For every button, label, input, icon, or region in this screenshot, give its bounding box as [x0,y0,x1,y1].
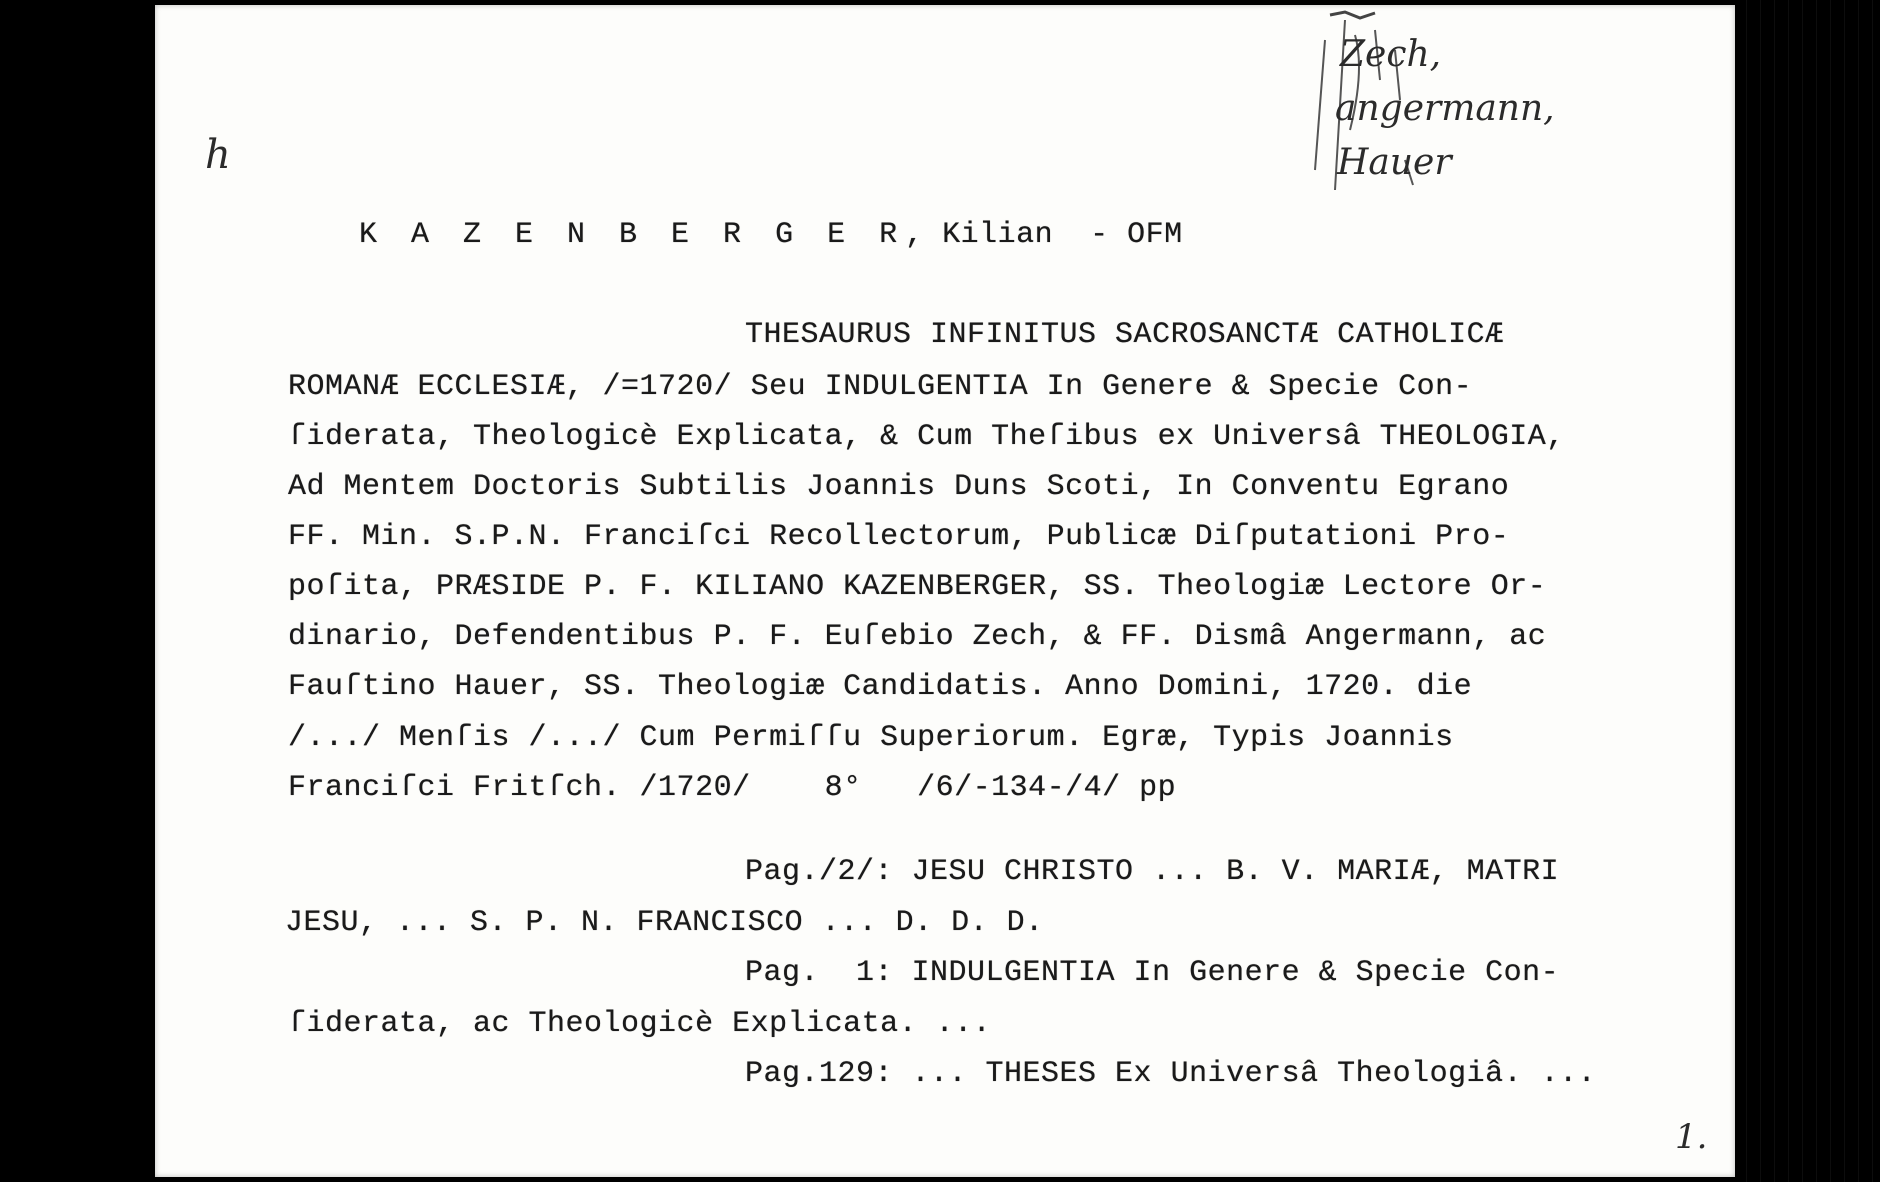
author-given-name: , Kilian [905,218,1054,252]
header-line [285,160,1183,310]
title-line-7: dinario, Defendentibus P. F. Euſebio Zech, & FF. Dismâ Angermann, ac [288,620,1547,654]
author-surname: K A Z E N B E R G E R [359,218,906,252]
title-line-9: /.../ Menſis /.../ Cum Permiſſu Superiorum. Egræ, Typis Joannis [288,721,1454,755]
religious-order: - OFM [1090,218,1183,252]
scan-border-right [1740,0,1880,1182]
margin-mark: h [205,132,231,178]
handwritten-name-1: Zech, [1340,34,1442,75]
page-number: 1. [1675,1117,1708,1157]
note-line-5: Pag.129: ... THESES Ex Universâ Theologiâ. ... [745,1057,1597,1091]
title-line-4: Ad Mentem Doctoris Subtilis Joannis Duns Scoti, In Conventu Egrano [288,470,1510,504]
title-line-5: FF. Min. S.P.N. Franciſci Recollectorum, Publicæ Diſputationi Pro- [288,520,1510,554]
note-line-4: ſiderata, ac Theologicè Explicata. ... [288,1007,992,1041]
note-line-2: JESU, ... S. P. N. FRANCISCO ... D. D. D. [285,906,1044,940]
title-line-3: ſiderata, Theologicè Explicata, & Cum Theſibus ex Universâ THEOLOGIA, [288,420,1565,454]
title-line-8: Fauſtino Hauer, SS. Theologiæ Candidatis. Anno Domini, 1720. die [288,670,1473,704]
title-line-6: poſita, PRÆSIDE P. F. KILIANO KAZENBERGER, SS. Theologiæ Lectore Or- [288,570,1547,604]
title-line-2: ROMANÆ ECCLESIÆ, /=1720/ Seu INDULGENTIA In Genere & Specie Con- [288,370,1473,404]
title-line-1: THESAURUS INFINITUS SACROSANCTÆ CATHOLICÆ [745,318,1504,352]
note-line-3: Pag. 1: INDULGENTIA In Genere & Specie Con- [745,956,1560,990]
handwritten-name-2: angermann, [1335,88,1555,129]
title-line-10: Franciſci Fritſch. /1720/ 8° /6/-134-/4/ pp [288,771,1177,805]
note-line-1: Pag./2/: JESU CHRISTO ... B. V. MARIÆ, MATRI [745,855,1560,889]
catalog-card [155,5,1735,1177]
handwritten-name-3: Hauer [1337,142,1452,183]
